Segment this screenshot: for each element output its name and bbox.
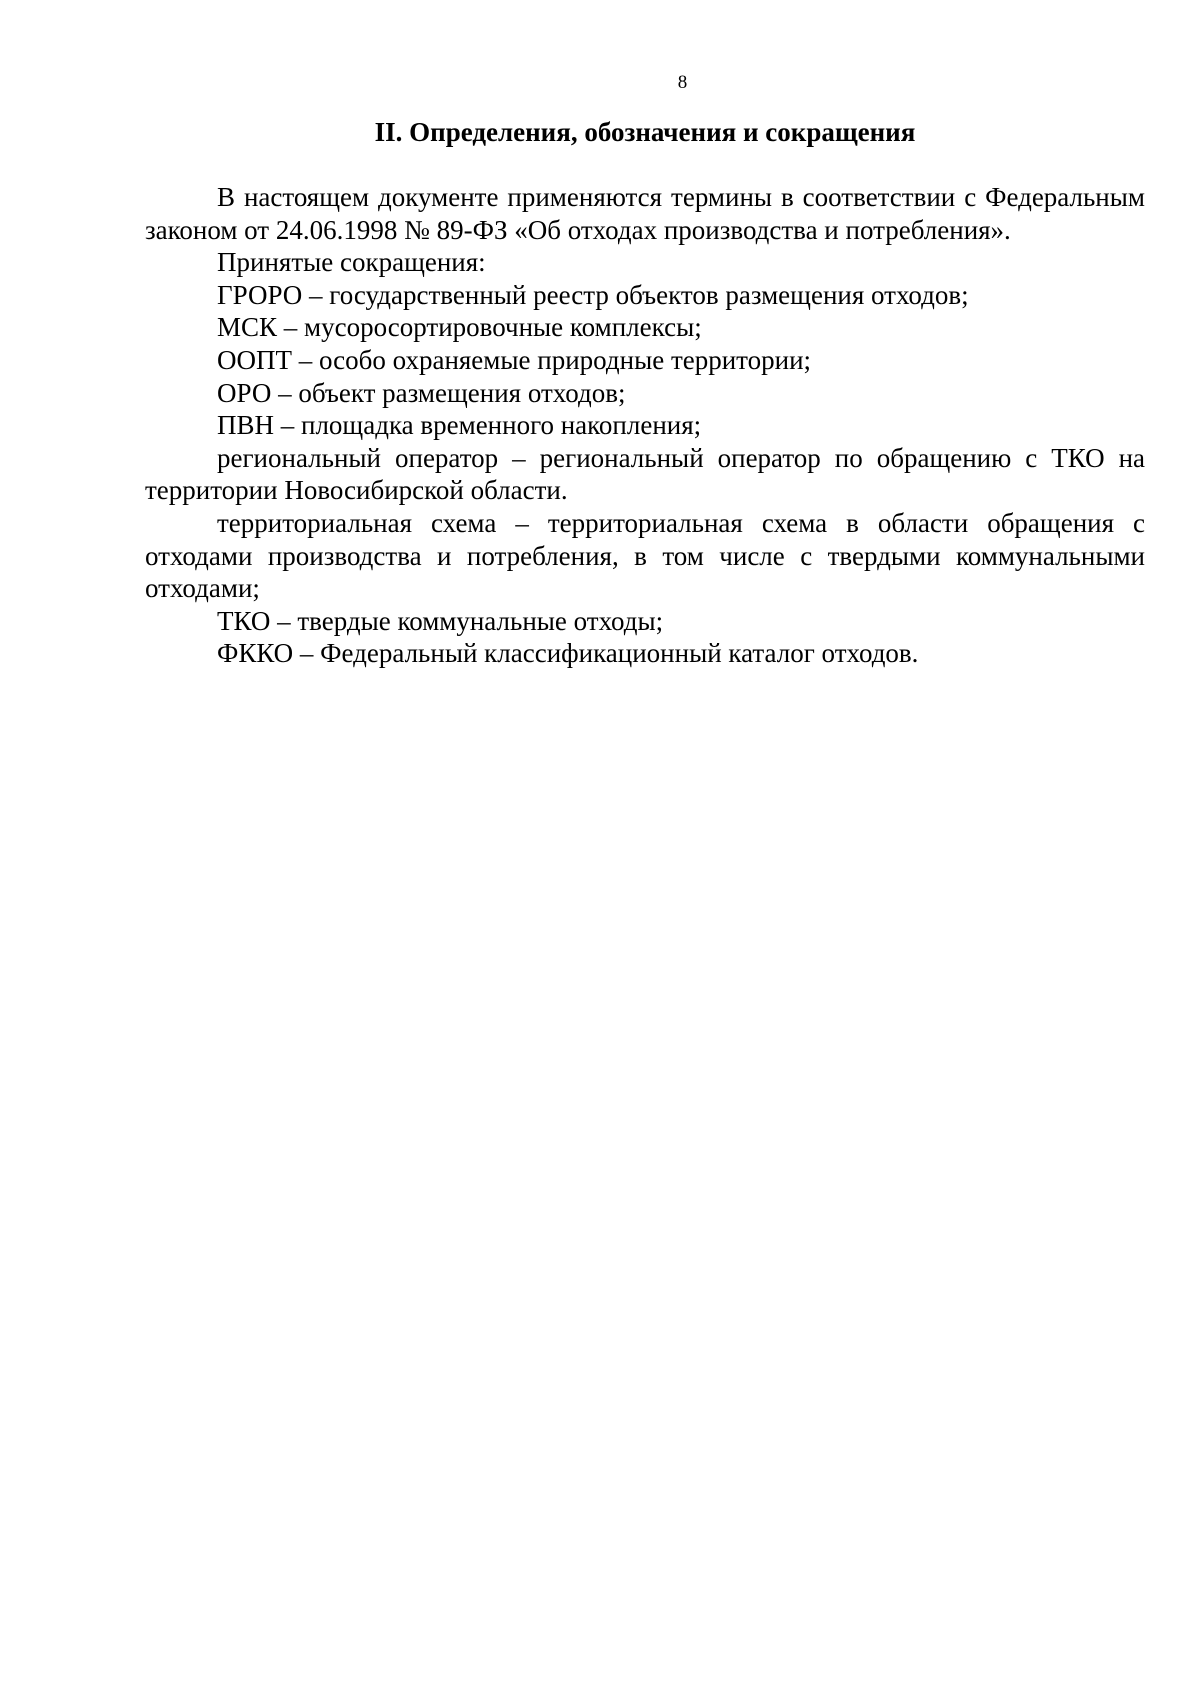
abbreviation-regional-operator: региональный оператор – региональный оператор по обращению с ТКО на территории Новосибирской области. [145,442,1145,506]
section-heading: II. Определения, обозначения и сокращения [374,117,916,147]
abbreviation-fkko: ФККО – Федеральный классификационный каталог отходов. [217,638,919,669]
abbreviation-pvn: ПВН – площадка временного накопления; [217,410,702,441]
page-number: 8 [677,72,688,93]
abbreviation-territorial-scheme: территориальная схема – территориальная схема в области обращения с отходами производства и потребления, в том числе с твердыми коммунальными отходами; [145,507,1145,604]
abbreviation-msk: МСК – мусоросортировочные комплексы; [217,312,702,343]
document-body [145,181,1145,670]
intro-paragraph: В настоящем документе применяются термины в соответствии с Федеральным законом от 24.06.1998 № 89-ФЗ «Об отходах производства и потребления». [145,182,1145,245]
abbreviation-tko: ТКО – твердые коммунальные отходы; [217,605,664,636]
abbreviations-intro: Принятые сокращения: [217,247,486,278]
abbreviation-oopt: ООПТ – особо охраняемые природные территории; [217,344,812,375]
abbreviation-oro: ОРО – объект размещения отходов; [217,377,626,408]
abbreviation-groro: ГРОРО – государственный реестр объектов размещения отходов; [217,279,969,310]
